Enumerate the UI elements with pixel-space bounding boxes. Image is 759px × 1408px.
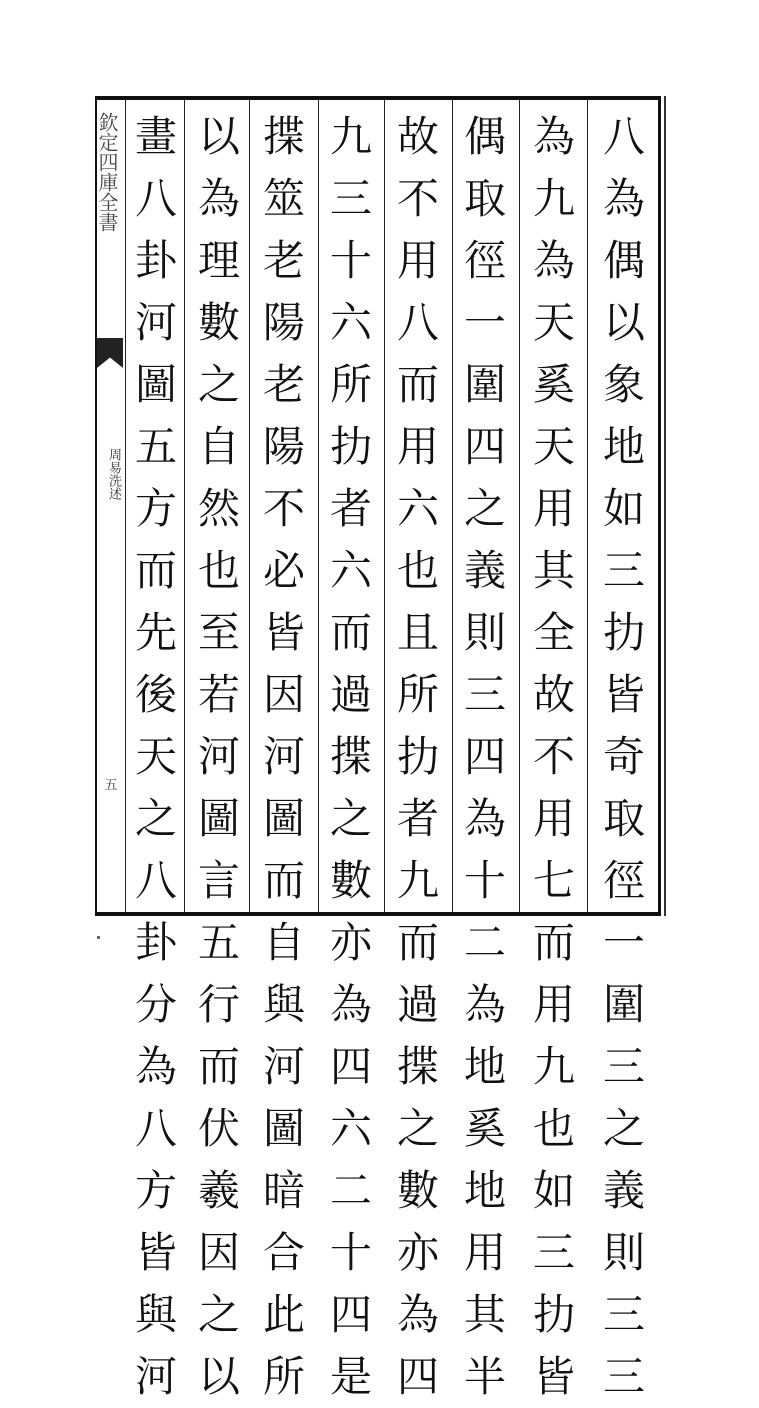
column-char: 如 bbox=[532, 1166, 575, 1215]
column-char: 筮 bbox=[262, 174, 305, 223]
column-char: 用 bbox=[463, 1228, 506, 1277]
text-column-6 bbox=[252, 106, 316, 1401]
column-char: 而 bbox=[396, 360, 439, 409]
column-char: 與 bbox=[134, 1290, 177, 1339]
column-char: 徑 bbox=[602, 856, 645, 905]
column-char: 八 bbox=[134, 174, 177, 223]
column-char: 必 bbox=[262, 546, 305, 595]
column-char: 四 bbox=[463, 732, 506, 781]
column-char: 然 bbox=[197, 484, 240, 533]
column-char: 伏 bbox=[197, 1104, 240, 1153]
column-char: 不 bbox=[396, 174, 439, 223]
column-char: 天 bbox=[532, 298, 575, 347]
column-char: 取 bbox=[602, 794, 645, 843]
column-char: 十 bbox=[329, 236, 372, 285]
column-char: 奇 bbox=[602, 732, 645, 781]
column-char: 者 bbox=[329, 484, 372, 533]
column-char: 而 bbox=[329, 608, 372, 657]
column-char: 十 bbox=[463, 856, 506, 905]
column-char: 象 bbox=[602, 360, 645, 409]
column-char: 之 bbox=[134, 794, 177, 843]
column-char: 偶 bbox=[602, 236, 645, 285]
column-char: 分 bbox=[134, 980, 177, 1029]
column-char: 四 bbox=[463, 422, 506, 471]
column-char: 七 bbox=[532, 856, 575, 905]
column-char: 以 bbox=[197, 112, 240, 161]
column-char: 合 bbox=[262, 1228, 305, 1277]
column-char: 四 bbox=[329, 1042, 372, 1091]
column-char: 徑 bbox=[463, 236, 506, 285]
column-char: 過 bbox=[329, 670, 372, 719]
column-char: 不 bbox=[262, 484, 305, 533]
column-char: 圖 bbox=[197, 794, 240, 843]
column-char: 圖 bbox=[262, 1104, 305, 1153]
column-char: 亦 bbox=[329, 918, 372, 967]
column-char: 圖 bbox=[262, 794, 305, 843]
column-char: 因 bbox=[197, 1228, 240, 1277]
column-char: 揲 bbox=[262, 112, 305, 161]
frame-outer-edge bbox=[664, 96, 666, 916]
column-char: 奚 bbox=[532, 360, 575, 409]
column-char: 為 bbox=[463, 980, 506, 1029]
column-char: 所 bbox=[262, 1352, 305, 1401]
column-char: 六 bbox=[329, 1104, 372, 1153]
column-char: 其 bbox=[463, 1290, 506, 1339]
column-char: 一 bbox=[463, 298, 506, 347]
column-char: 圖 bbox=[134, 360, 177, 409]
text-column-4 bbox=[386, 106, 450, 1401]
column-char: 之 bbox=[197, 360, 240, 409]
column-char: 三 bbox=[602, 1352, 645, 1401]
column-char: 天 bbox=[134, 732, 177, 781]
text-column-7 bbox=[187, 106, 251, 1401]
column-char: 而 bbox=[532, 918, 575, 967]
column-char: 扐 bbox=[396, 732, 439, 781]
column-char: 全 bbox=[532, 608, 575, 657]
column-char: 為 bbox=[396, 1290, 439, 1339]
column-char: 三 bbox=[463, 670, 506, 719]
column-char: 皆 bbox=[532, 1352, 575, 1401]
column-char: 八 bbox=[396, 298, 439, 347]
column-char: 天 bbox=[532, 422, 575, 471]
column-char: 八 bbox=[134, 856, 177, 905]
column-char: 五 bbox=[197, 918, 240, 967]
column-char: 數 bbox=[396, 1166, 439, 1215]
column-char: 取 bbox=[463, 174, 506, 223]
column-char: 言 bbox=[197, 856, 240, 905]
column-char: 地 bbox=[463, 1042, 506, 1091]
column-char: 三 bbox=[329, 174, 372, 223]
column-char: 自 bbox=[262, 918, 305, 967]
column-char: 河 bbox=[134, 1352, 177, 1401]
column-char: 扐 bbox=[532, 1290, 575, 1339]
column-char: 八 bbox=[602, 112, 645, 161]
column-char: 至 bbox=[197, 608, 240, 657]
column-char: 為 bbox=[602, 174, 645, 223]
column-char: 地 bbox=[463, 1166, 506, 1215]
column-char: 之 bbox=[197, 1290, 240, 1339]
column-char: 地 bbox=[602, 422, 645, 471]
column-char: 九 bbox=[532, 174, 575, 223]
column-char: 用 bbox=[396, 236, 439, 285]
column-char: 因 bbox=[262, 670, 305, 719]
paper-speck bbox=[97, 936, 100, 939]
column-char: 羲 bbox=[197, 1166, 240, 1215]
column-char: 河 bbox=[134, 298, 177, 347]
column-char: 方 bbox=[134, 1166, 177, 1215]
column-char: 三 bbox=[602, 546, 645, 595]
column-char: 此 bbox=[262, 1290, 305, 1339]
column-char: 二 bbox=[463, 918, 506, 967]
column-char: 圍 bbox=[463, 360, 506, 409]
column-rule bbox=[384, 100, 385, 912]
column-char: 偶 bbox=[463, 112, 506, 161]
column-char: 半 bbox=[463, 1352, 506, 1401]
column-char: 故 bbox=[532, 670, 575, 719]
column-char: 老 bbox=[262, 360, 305, 409]
column-char: 皆 bbox=[262, 608, 305, 657]
column-char: 卦 bbox=[134, 236, 177, 285]
column-char: 扐 bbox=[602, 608, 645, 657]
column-char: 不 bbox=[532, 732, 575, 781]
column-char: 揲 bbox=[396, 1042, 439, 1091]
column-char: 老 bbox=[262, 236, 305, 285]
column-char: 其 bbox=[532, 546, 575, 595]
column-char: 則 bbox=[463, 608, 506, 657]
text-column-2 bbox=[522, 106, 586, 1401]
column-char: 扐 bbox=[329, 422, 372, 471]
column-char: 為 bbox=[197, 174, 240, 223]
column-char: 三 bbox=[532, 1228, 575, 1277]
column-char: 也 bbox=[532, 1104, 575, 1153]
column-char: 四 bbox=[396, 1352, 439, 1401]
column-char: 所 bbox=[329, 360, 372, 409]
column-char: 五 bbox=[134, 422, 177, 471]
column-char: 則 bbox=[602, 1228, 645, 1277]
column-char: 用 bbox=[396, 422, 439, 471]
text-column-8 bbox=[124, 106, 188, 1401]
column-char: 四 bbox=[329, 1290, 372, 1339]
column-char: 皆 bbox=[602, 670, 645, 719]
column-char: 八 bbox=[134, 1104, 177, 1153]
column-char: 以 bbox=[197, 1352, 240, 1401]
column-char: 三 bbox=[602, 1290, 645, 1339]
column-char: 之 bbox=[396, 1104, 439, 1153]
text-column-1 bbox=[592, 106, 656, 1401]
column-char: 為 bbox=[463, 794, 506, 843]
column-char: 而 bbox=[262, 856, 305, 905]
column-char: 若 bbox=[197, 670, 240, 719]
column-char: 河 bbox=[197, 732, 240, 781]
column-char: 自 bbox=[197, 422, 240, 471]
column-char: 理 bbox=[197, 236, 240, 285]
column-char: 過 bbox=[396, 980, 439, 1029]
column-char: 二 bbox=[329, 1166, 372, 1215]
text-column-3 bbox=[453, 106, 517, 1401]
column-rule bbox=[519, 100, 520, 912]
column-char: 用 bbox=[532, 794, 575, 843]
series-title: 欽定四庫全書 bbox=[95, 112, 119, 232]
column-char: 為 bbox=[134, 1042, 177, 1091]
column-char: 以 bbox=[602, 298, 645, 347]
column-char: 一 bbox=[602, 918, 645, 967]
page-number: 五 bbox=[104, 778, 118, 793]
column-char: 也 bbox=[396, 546, 439, 595]
column-char: 為 bbox=[532, 236, 575, 285]
column-char: 而 bbox=[396, 918, 439, 967]
column-char: 六 bbox=[329, 298, 372, 347]
book-title: 周易洗述 bbox=[106, 448, 121, 500]
column-char: 且 bbox=[396, 608, 439, 657]
column-char: 暗 bbox=[262, 1166, 305, 1215]
column-char: 為 bbox=[532, 112, 575, 161]
column-char: 後 bbox=[134, 670, 177, 719]
column-char: 河 bbox=[262, 1042, 305, 1091]
column-char: 河 bbox=[262, 732, 305, 781]
column-char: 先 bbox=[134, 608, 177, 657]
column-char: 所 bbox=[396, 670, 439, 719]
text-column-5 bbox=[319, 106, 383, 1401]
column-char: 奚 bbox=[463, 1104, 506, 1153]
column-char: 陽 bbox=[262, 298, 305, 347]
column-char: 十 bbox=[329, 1228, 372, 1277]
column-char: 之 bbox=[329, 794, 372, 843]
column-char: 數 bbox=[329, 856, 372, 905]
column-char: 九 bbox=[396, 856, 439, 905]
column-char: 畫 bbox=[134, 112, 177, 161]
column-char: 義 bbox=[602, 1166, 645, 1215]
column-char: 用 bbox=[532, 484, 575, 533]
column-char: 如 bbox=[602, 484, 645, 533]
column-rule bbox=[587, 100, 588, 912]
column-char: 亦 bbox=[396, 1228, 439, 1277]
column-char: 之 bbox=[463, 484, 506, 533]
column-char: 用 bbox=[532, 980, 575, 1029]
column-char: 而 bbox=[134, 546, 177, 595]
column-char: 卦 bbox=[134, 918, 177, 967]
column-char: 故 bbox=[396, 112, 439, 161]
column-char: 者 bbox=[396, 794, 439, 843]
column-char: 揲 bbox=[329, 732, 372, 781]
column-char: 九 bbox=[532, 1042, 575, 1091]
column-char: 為 bbox=[329, 980, 372, 1029]
column-char: 皆 bbox=[134, 1228, 177, 1277]
column-char: 是 bbox=[329, 1352, 372, 1401]
column-char: 義 bbox=[463, 546, 506, 595]
column-char: 也 bbox=[197, 546, 240, 595]
column-char: 行 bbox=[197, 980, 240, 1029]
column-char: 三 bbox=[602, 1042, 645, 1091]
column-char: 陽 bbox=[262, 422, 305, 471]
column-char: 六 bbox=[396, 484, 439, 533]
column-char: 九 bbox=[329, 112, 372, 161]
column-char: 六 bbox=[329, 546, 372, 595]
column-char: 之 bbox=[602, 1104, 645, 1153]
column-char: 方 bbox=[134, 484, 177, 533]
column-char: 圍 bbox=[602, 980, 645, 1029]
column-char: 與 bbox=[262, 980, 305, 1029]
column-char: 而 bbox=[197, 1042, 240, 1091]
column-char: 數 bbox=[197, 298, 240, 347]
